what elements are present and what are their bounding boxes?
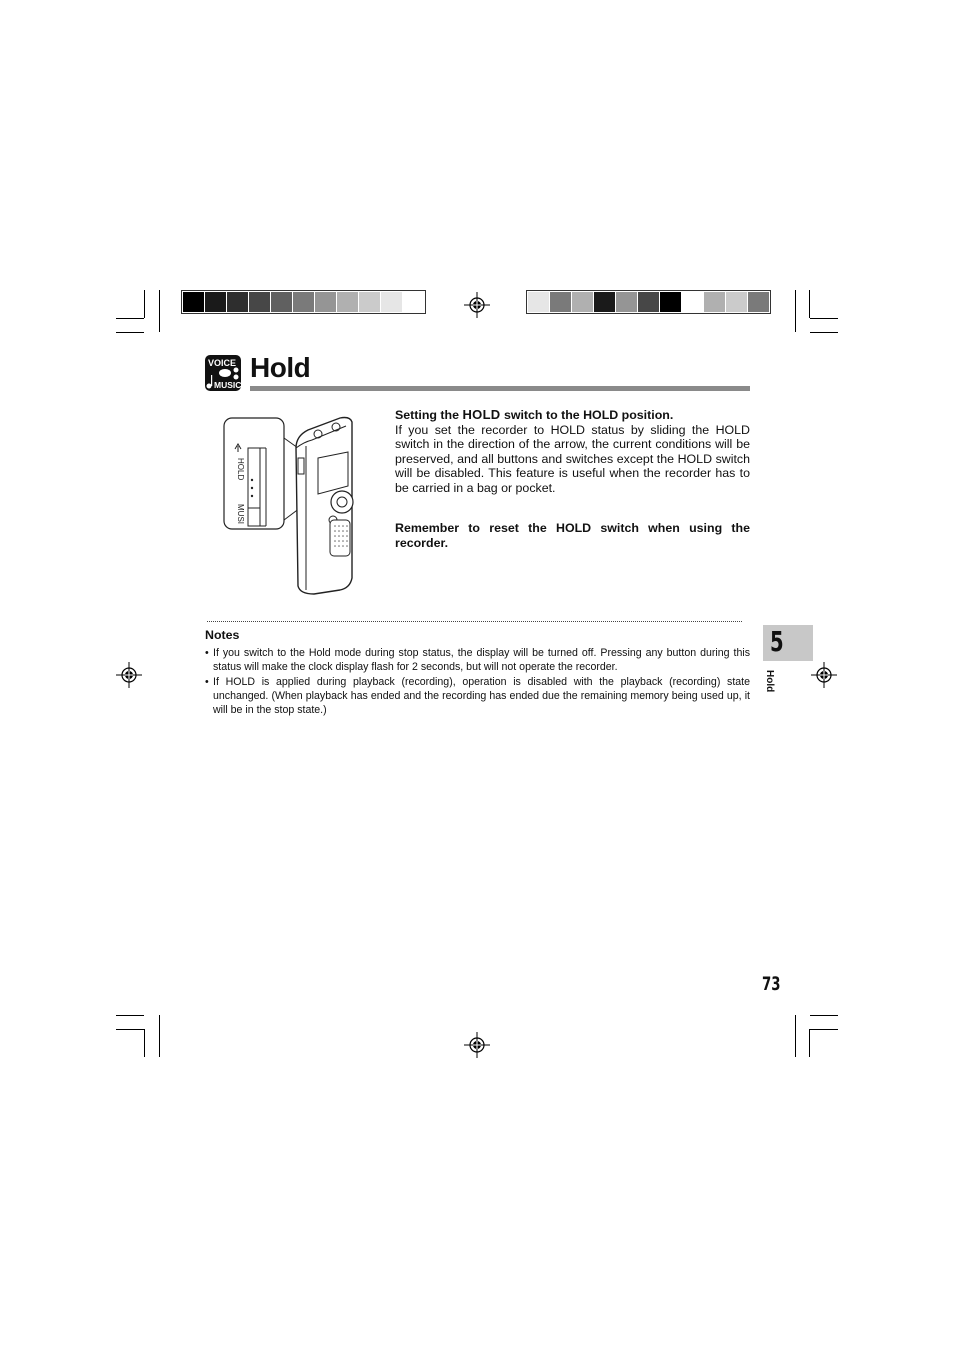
- crop-mark: [159, 290, 160, 332]
- crop-mark: [809, 290, 810, 318]
- chapter-number: 5: [770, 625, 784, 658]
- reminder-text: Remember to reset the HOLD switch when using the recorder.: [395, 521, 750, 550]
- crop-mark: [795, 290, 796, 332]
- notes-list: [205, 646, 750, 717]
- bullet-icon: •: [205, 675, 209, 688]
- color-swatch: [205, 292, 226, 312]
- section-body: [395, 408, 750, 496]
- note-item: [205, 675, 750, 718]
- recorder-illustration: [222, 408, 372, 598]
- color-swatch: [227, 292, 248, 312]
- page-title: Hold: [250, 352, 311, 383]
- title-rule: [250, 386, 750, 391]
- icon-music-text: MUSIC: [214, 380, 241, 390]
- crop-mark: [809, 1029, 810, 1057]
- section-paragraph: If you set the recorder to HOLD status by sliding the HOLD switch in the direction of the arrow, the current conditions will be preserved, and all buttons and switches except the HOLD switch will be disabled. This feature is useful when the recorder has to be carried in a bag or pocket.: [395, 422, 750, 495]
- color-swatch: [572, 292, 593, 312]
- hold-switch-label: HOLD: [236, 458, 245, 481]
- color-swatch: [293, 292, 314, 312]
- color-swatch: [528, 292, 549, 312]
- color-swatch: [616, 292, 637, 312]
- color-swatch: [249, 292, 270, 312]
- crop-mark: [810, 1015, 838, 1016]
- color-swatch: [726, 292, 747, 312]
- color-swatch: [403, 292, 424, 312]
- registration-mark-icon: [116, 662, 142, 688]
- icon-voice-text: VOICE: [208, 358, 237, 368]
- crop-mark: [159, 1015, 160, 1057]
- color-swatch: [550, 292, 571, 312]
- voice-music-icon: [205, 355, 241, 391]
- note-text: If HOLD is applied during playback (recording), operation is disabled with the playback (recording) state unchanged. (When playback has ended and the recording has ended due the remaining memory being used up, it will be in the stop state.): [213, 675, 750, 717]
- crop-mark: [116, 318, 144, 319]
- crop-mark: [116, 332, 144, 333]
- note-item: [205, 646, 750, 675]
- color-swatch: [594, 292, 615, 312]
- page-number: 73: [762, 973, 781, 995]
- bullet-icon: •: [205, 647, 209, 659]
- color-swatch: [337, 292, 358, 312]
- color-swatch: [315, 292, 336, 312]
- color-swatch: [183, 292, 204, 312]
- crop-mark: [144, 1029, 145, 1057]
- crop-mark: [795, 1015, 796, 1057]
- section-heading-suffix: switch to the HOLD position.: [500, 408, 674, 422]
- registration-mark-icon: [811, 662, 837, 688]
- crop-mark: [116, 1029, 144, 1030]
- color-bar-left: [181, 290, 426, 314]
- music-switch-label: MUSI: [236, 504, 245, 524]
- color-bar-right: [526, 290, 771, 314]
- chapter-label: Hold: [764, 670, 775, 693]
- color-swatch: [682, 292, 703, 312]
- color-swatch: [704, 292, 725, 312]
- color-swatch: [271, 292, 292, 312]
- color-swatch: [359, 292, 380, 312]
- note-text: If you switch to the Hold mode during stop status, the display will be turned off. Pressing any button during this status will make the clock display flash for 2 seconds, but will not operate the recorder.: [213, 647, 750, 674]
- crop-mark: [116, 1015, 144, 1016]
- hold-key-label: HOLD: [462, 407, 501, 422]
- color-swatch: [381, 292, 402, 312]
- crop-mark: [810, 318, 838, 319]
- registration-mark-icon: [464, 1032, 490, 1058]
- section-heading-prefix: Setting the: [395, 408, 463, 422]
- crop-mark: [810, 332, 838, 333]
- notes-title: Notes: [205, 628, 240, 642]
- color-swatch: [638, 292, 659, 312]
- color-swatch: [660, 292, 681, 312]
- crop-mark: [144, 290, 145, 318]
- crop-mark: [810, 1029, 838, 1030]
- registration-mark-icon: [464, 292, 490, 318]
- color-swatch: [748, 292, 769, 312]
- notes-divider: [207, 621, 742, 622]
